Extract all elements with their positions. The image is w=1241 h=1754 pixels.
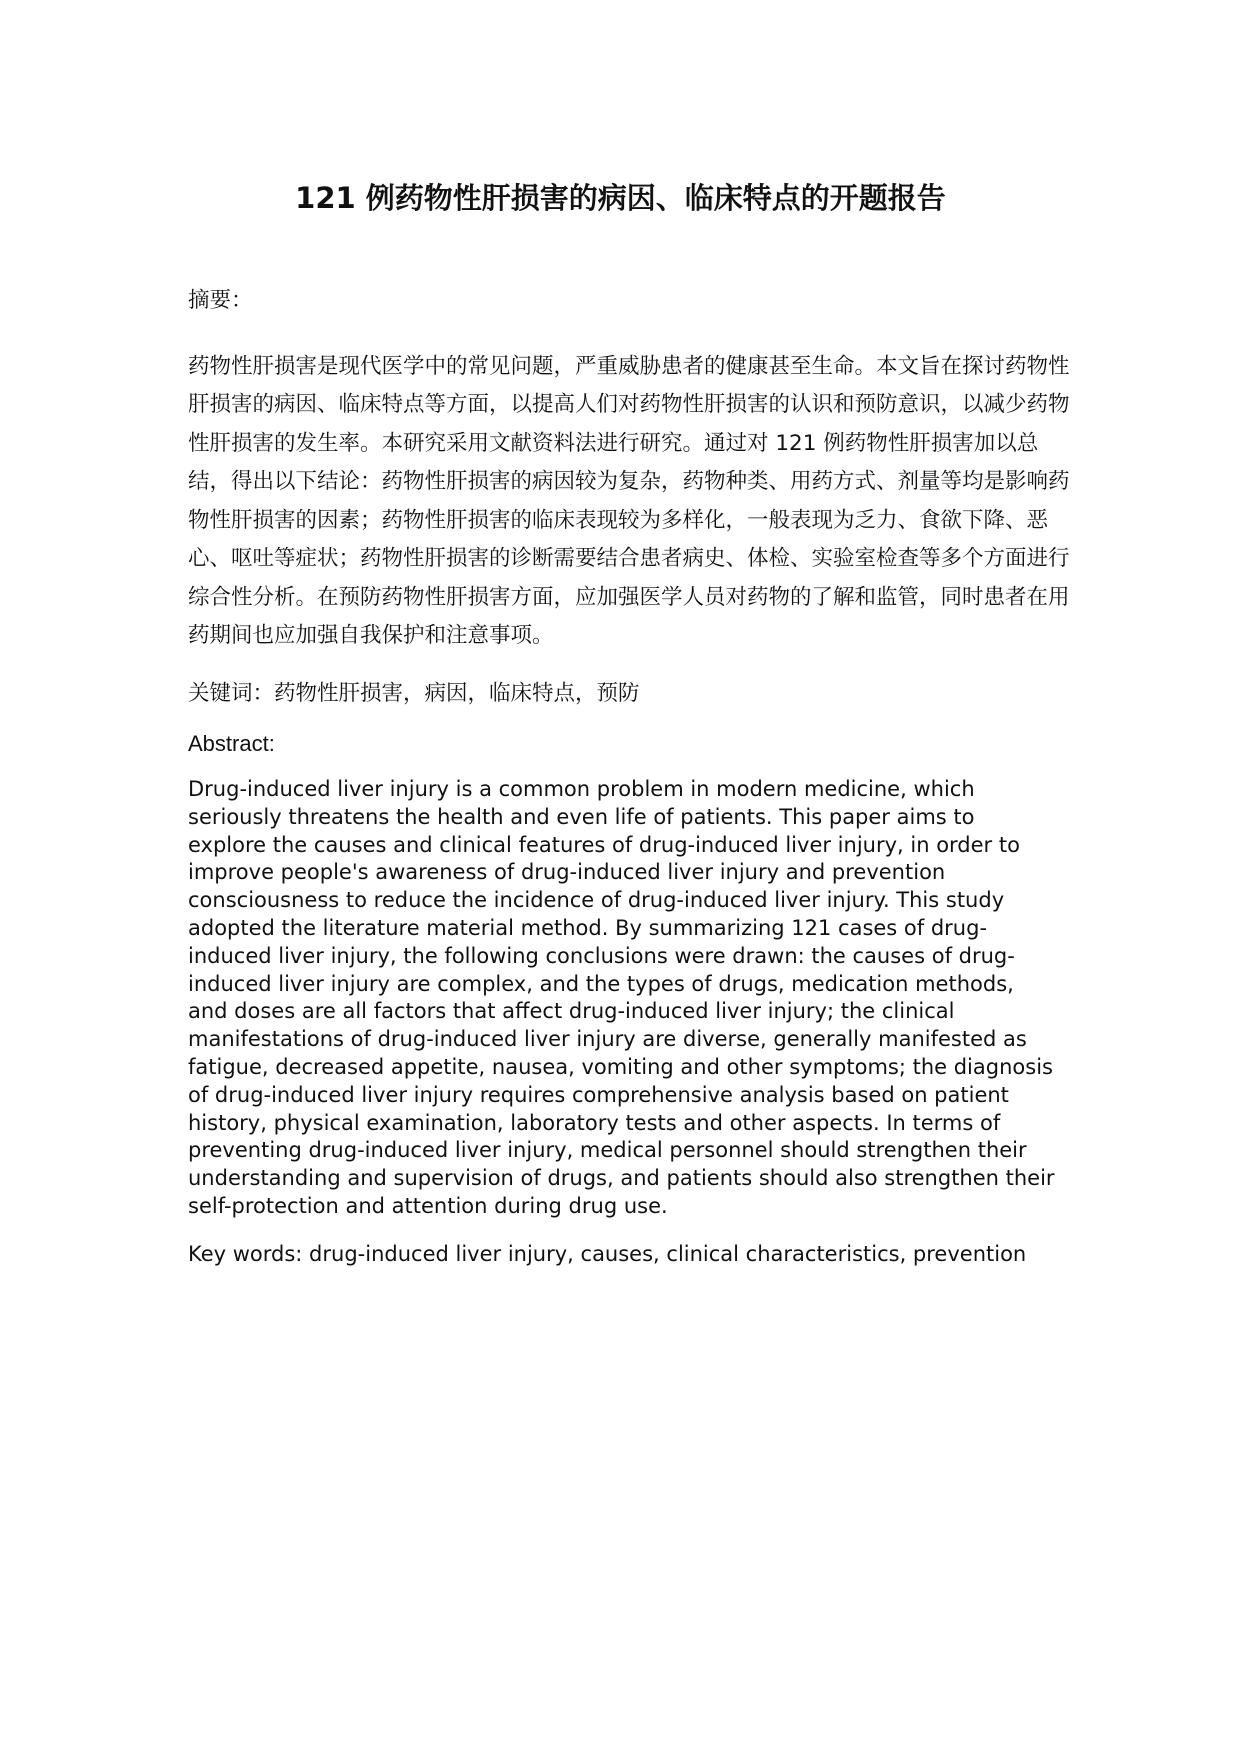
document-body <box>188 282 1076 1269</box>
abstract-cn-paragraph: 药物性肝损害是现代医学中的常见问题，严重威胁患者的健康甚至生命。本文旨在探讨药物性肝损害的病因、临床特点等方面，以提高人们对药物性肝损害的认识和预防意识，以减少药物性肝损害的发生率。本研究采用文献资料法进行研究。通过对 121 例药物性肝损害加以总结，得出以下结论：药物性肝损害的病因较为复杂，药物种类、用药方式、剂量等均是影响药物性肝损害的因素；药物性肝损害的临床表现较为多样化，一般表现为乏力、食欲下降、恶心、呕吐等症状；药物性肝损害的诊断需要结合患者病史、体检、实验室检查等多个方面进行综合性分析。在预防药物性肝损害方面，应加强医学人员对药物的了解和监管，同时患者在用药期间也应加强自我保护和注意事项。 <box>188 353 1070 648</box>
abstract-cn-label: 摘要： <box>188 288 253 313</box>
keywords-cn: 关键词：药物性肝损害，病因，临床特点，预防 <box>188 680 640 706</box>
keywords-en: Key words: drug-induced liver injury, causes, clinical characteristics, prevention <box>188 1241 1027 1266</box>
document-title: 121 例药物性肝损害的病因、临床特点的开题报告 <box>295 181 946 215</box>
abstract-en-paragraph: Drug-induced liver injury is a common problem in modern medicine, which seriously threatens the health and even life of patients. This paper aims to explore the causes and clinical features of drug-induced liver injury, in order to improve people's awareness of drug-induced liver injury and prevention consciousness to reduce the incidence of drug-induced liver injury. This study adopted the literature material method. By summarizing 121 cases of drug-induced liver injury, the following conclusions were drawn: the causes of drug-induced liver injury are complex, and the types of drugs, medication methods, and doses are all factors that affect drug-induced liver injury; the clinical manifestations of drug-induced liver injury are diverse, generally manifested as fatigue, decreased appetite, nausea, vomiting and other symptoms; the diagnosis of drug-induced liver injury requires comprehensive analysis based on patient history, physical examination, laboratory tests and other aspects. In terms of preventing drug-induced liver injury, medical personnel should strengthen their understanding and supervision of drugs, and patients should also strengthen their self-protection and attention during drug use. <box>188 777 1055 1218</box>
abstract-en-label: Abstract: <box>188 731 275 756</box>
